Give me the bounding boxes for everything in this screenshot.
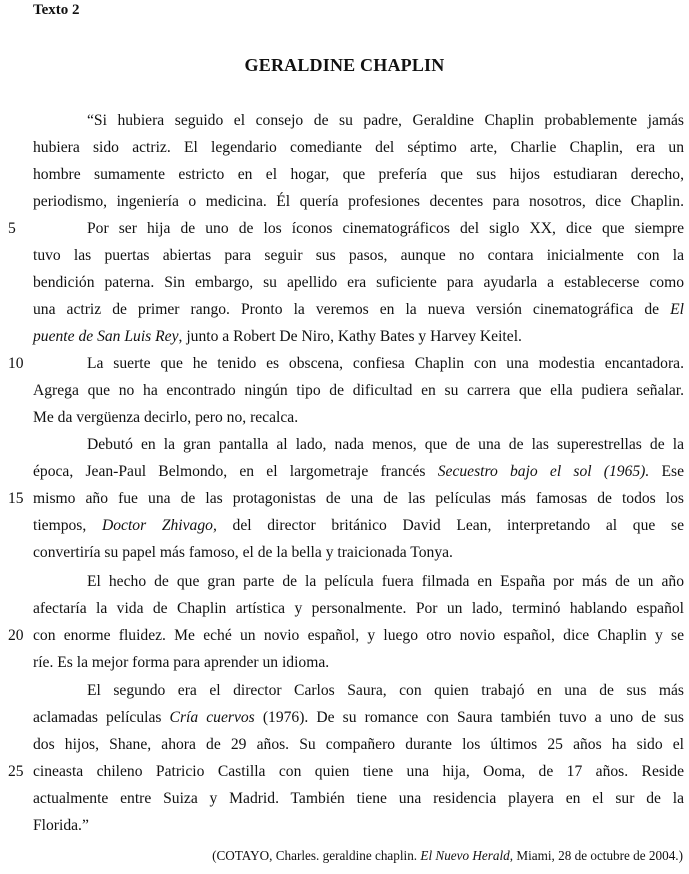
text-line: El hecho de que gran parte de la película fuera filmada en España por más de un año: [87, 573, 684, 590]
text-line: Por ser hija de uno de los íconos cinematográficos del siglo XX, dice que siempre: [87, 220, 684, 237]
article-title: GERALDINE CHAPLIN: [244, 55, 445, 75]
text-line: El segundo era el director Carlos Saura, con quien trabajó en una de sus más: [87, 682, 684, 699]
text-segment: del director británico David Lean, interpretando al que se: [232, 517, 684, 534]
text-label: Texto 2: [33, 2, 80, 18]
text-segment: época, Jean-Paul Belmondo, en el largometraje francés: [33, 463, 426, 480]
line-number: 10: [8, 355, 24, 372]
film-title: Secuestro bajo el sol (1965).: [437, 463, 650, 480]
text-line: bendición paterna. Sin embargo, su apellido era suficiente para ayudarla a establecerse como: [33, 274, 684, 291]
line-number: 25: [8, 763, 24, 780]
text-line: periodismo, ingeniería o medicina. Él quería profesiones decentes para nosotros, dice Chaplin.: [33, 193, 684, 210]
text-line: actualmente entre Suiza y Madrid. También tiene una residencia playera en el sur de la: [33, 790, 684, 807]
text-line: convertiría su papel más famoso, el de la bella y traicionada Tonya.: [33, 544, 453, 561]
line-number: 20: [8, 627, 24, 644]
text-segment: una actriz de primer rango. Pronto la veremos en la nueva versión cinematográfica de: [33, 301, 660, 318]
text-line: tuvo las puertas abiertas para seguir sus pasos, aunque no contara inicialmente con la: [33, 247, 684, 264]
text-segment: tiempos,: [33, 517, 87, 534]
text-line: La suerte que he tenido es obscena, confiesa Chaplin con una modestia encantadora.: [87, 355, 684, 372]
text-line: cineasta chileno Patricio Castilla con quien tiene una hija, Ooma, de 17 años. Reside: [33, 763, 684, 780]
text-line: [33, 298, 684, 322]
text-line: dos hijos, Shane, ahora de 29 años. Su compañero durante los últimos 25 años ha sido el: [33, 736, 684, 753]
film-title: Cría cuervos: [169, 709, 255, 726]
text-line: “Si hubiera seguido el consejo de su padre, Geraldine Chaplin probablemente jamás: [87, 112, 684, 129]
text-line: [33, 706, 684, 730]
text-line: hombre sumamente estricto en el hogar, que prefería que sus hijos estudiaran derecho,: [33, 166, 684, 183]
text-segment: aclamadas películas: [33, 709, 162, 726]
film-title: El: [670, 301, 684, 318]
film-title: Doctor Zhivago,: [101, 517, 217, 534]
text-line: ríe. Es la mejor forma para aprender un idioma.: [33, 654, 330, 671]
text-line: [33, 325, 684, 349]
text-line: Agrega que no ha encontrado ningún tipo de dificultad en su carrera que ella pudiera señalar.: [33, 382, 684, 399]
film-title: puente de San Luis Rey: [33, 328, 179, 345]
text-line: afectaría la vida de Chaplin artística y personalmente. Por un lado, terminó hablando español: [33, 600, 684, 617]
text-line: [33, 514, 684, 538]
citation-prefix: (COTAYO, Charles. geraldine chaplin.: [212, 848, 418, 863]
text-segment: Ese: [661, 463, 684, 480]
text-segment: , junto a Robert De Niro, Kathy Bates y Harvey Keitel.: [178, 328, 522, 345]
line-number: 15: [8, 490, 24, 507]
text-line: hubiera sido actriz. El legendario comediante del séptimo arte, Charlie Chaplin, era un: [33, 139, 684, 156]
text-line: [33, 460, 684, 484]
citation: [212, 846, 683, 866]
text-segment: (1976). De su romance con Saura también tuvo a uno de sus: [262, 709, 684, 726]
text-line: Florida.”: [33, 817, 89, 834]
text-line: Me da vergüenza decirlo, pero no, recalca.: [33, 409, 299, 426]
citation-suffix: , Miami, 28 de octubre de 2004.): [509, 848, 683, 863]
line-number: 5: [8, 220, 16, 237]
text-line: mismo año fue una de las protagonistas de una de las películas más famosas de todos los: [33, 490, 684, 507]
text-line: Debutó en la gran pantalla al lado, nada menos, que de una de las superestrellas de la: [87, 436, 684, 453]
text-line: con enorme fluidez. Me eché un novio español, y luego otro novio español, dice Chaplin y se: [33, 627, 684, 644]
citation-source: El Nuevo Herald: [420, 848, 510, 863]
